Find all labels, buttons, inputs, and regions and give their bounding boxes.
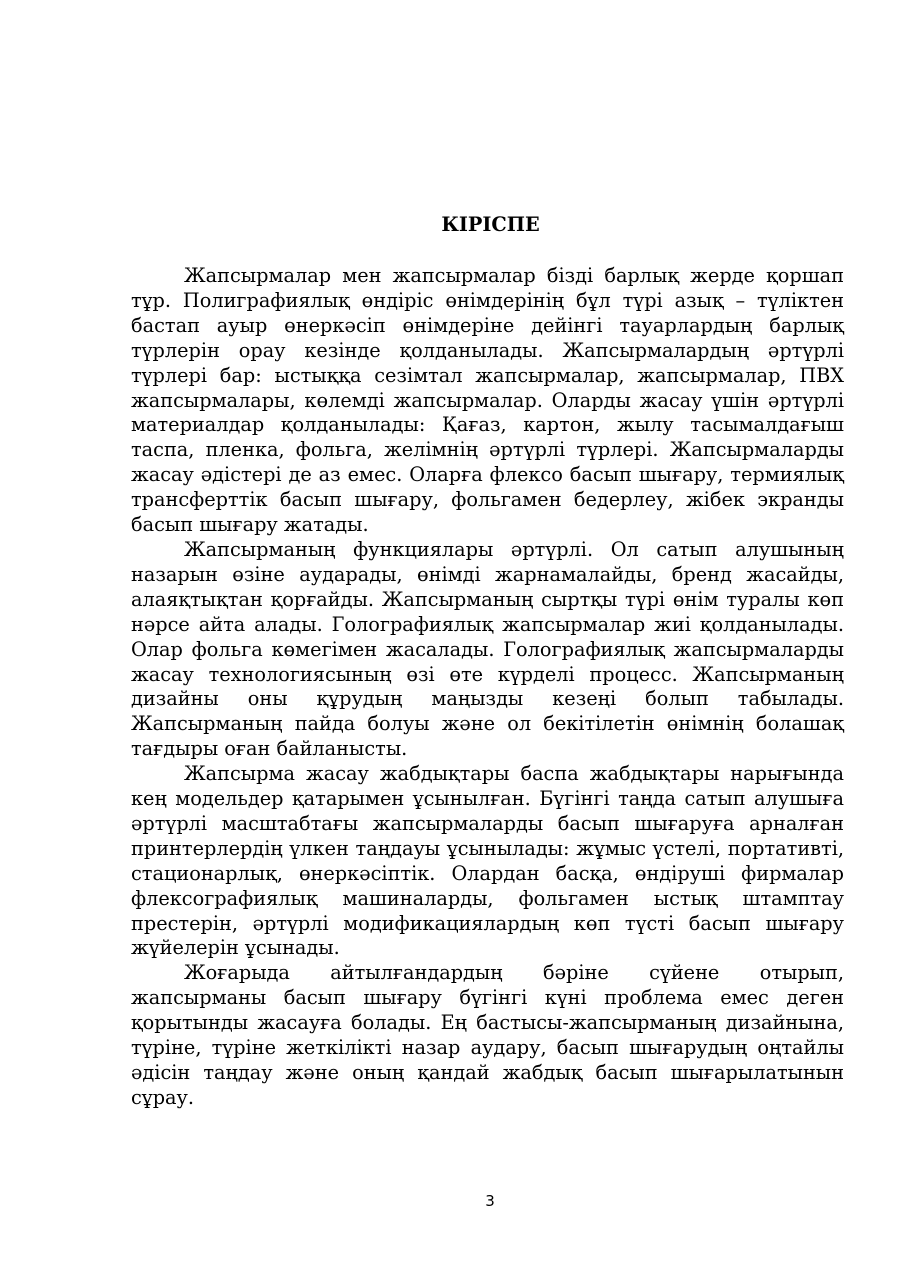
page-number: 3 [485, 1192, 495, 1210]
paragraph-3: Жапсырма жасау жабдықтары баспа жабдықтары нарығында кең модельдер қатарымен ұсынылған. Бүгінгі таңда сатып алушыға әртүрлі масштабтағы жапсырмаларды басып шығаруға арналған принтерлердің үлкен таңдауы ұсынылады: жұмыс үстелі, портативті, стационарлық, өнеркәсіптік. Олардан басқа, өндіруші фирмалар флексографиялық машиналарды, фольгамен ыстық штамптау престерін, әртүрлі модификациялардың көп түсті басып шығару жүйелерін ұсынады. [131, 762, 844, 960]
page-title: КІРІСПЕ [441, 213, 540, 236]
page-content [131, 212, 844, 1111]
paragraph-2: Жапсырманың функциялары әртүрлі. Ол сатып алушының назарын өзіне аударады, өнімді жарнамалайды, бренд жасайды, алаяқтықтан қорғайды. Жапсырманың сыртқы түрі өнім туралы көп нәрсе айта алады. Голографиялық жапсырмалар жиі қолданылады. Олар фольга көмегімен жасалады. Голографиялық жапсырмаларды жасау технологиясының өзі өте күрделі процесс. Жапсырманың дизайны оны құрудың маңызды кезеңі болып табылады. Жапсырманың пайда болуы және ол бекітілетін өнімнің болашақ тағдыры оған байланысты. [131, 537, 844, 761]
paragraph-1: Жапсырмалар мен жапсырмалар бізді барлық жерде қоршап тұр. Полиграфиялық өндіріс өнімдерінің бұл түрі азық – түліктен бастап ауыр өнеркәсіп өнімдеріне дейінгі тауарлардың барлық түрлерін орау кезінде қолданылады. Жапсырмалардың әртүрлі түрлері бар: ыстыққа сезімтал жапсырмалар, жапсырмалар, ПВХ жапсырмалары, көлемді жапсырмалар. Оларды жасау үшін әртүрлі материалдар қолданылады: Қағаз, картон, жылу тасымалдағыш таспа, пленка, фольга, желімнің әртүрлі түрлері. Жапсырмаларды жасау әдістері де аз емес. Оларға флексо басып шығару, термиялық трансферттік басып шығару, фольгамен бедерлеу, жібек экранды басып шығару жатады. [131, 264, 844, 537]
paragraph-4: Жоғарыда айтылғандардың бәріне сүйене отырып, жапсырманы басып шығару бүгінгі күні проблема емес деген қорытынды жасауға болады. Ең бастысы-жапсырманың дизайнына, түріне, түріне жеткілікті назар аудару, басып шығарудың оңтайлы әдісін таңдау және оның қандай жабдық басып шығарылатынын сұрау. [131, 961, 844, 1109]
